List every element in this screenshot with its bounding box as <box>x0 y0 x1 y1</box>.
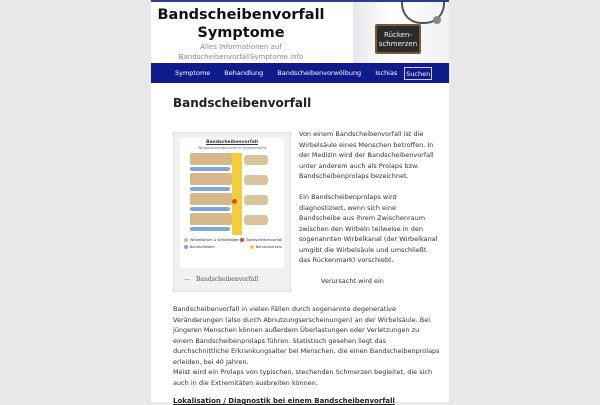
nav-item-bandscheibenvorwoelbung[interactable]: Bandscheibenvorwölbung <box>277 69 362 77</box>
nav-item-ischias[interactable]: Ischias <box>375 69 398 77</box>
spinal-canal <box>232 153 242 235</box>
vertebral-arch <box>244 215 268 225</box>
paragraph-3-start: Verursacht wird ein <box>321 277 384 285</box>
site-tagline: Alles Informationen auf BandscheibenvorfallSymptome.info <box>178 43 304 61</box>
paragraph-3: Bandscheibenvorfall in vielen Fällen durch sogenannte degenerative Veränderungen (also durch Abnutzungserscheinungen) an der Wirbelsäule. Bei jüngeren Menschen können außerdem Überlastungen oder Verletzungen zu einem Bandscheibenprolaps führen. Statistisch gesehen liegt das durchschnittliche Erkrankungsalter bei Menschen, die einen Bandscheibenprolaps erleiden, bei 40 Jahren. <box>173 305 440 366</box>
disc <box>190 227 230 231</box>
spine-drawing <box>186 153 278 235</box>
legend-item: Nervenwurzeln <box>250 245 282 249</box>
vertebra <box>190 193 232 205</box>
paragraph-2: Ein Bandscheibenprolaps wird diagnostiziert, wenn sich eine Bandscheibe aus ihrem Zwischenraum zwischen den Wirbeln teilweise in den sogenannten Wirbelkanal (der Wirbelkanal umgibt die Wirbelsäule und umschließt das Rückenmark) vorschiebt. <box>299 193 438 264</box>
article-title: Bandscheibenvorfall <box>173 96 312 110</box>
article-text-full <box>173 304 441 388</box>
article-figure <box>173 132 291 292</box>
legend-item: Bandscheiben <box>184 245 215 249</box>
vertebral-arch <box>244 155 268 165</box>
illustration-subtitle: Wirbelsäulenabschnitt in Seitenansicht <box>197 146 267 150</box>
site-title[interactable]: Bandscheibenvorfall Symptome <box>157 7 325 41</box>
vertebral-arch <box>244 175 268 185</box>
vertebra <box>190 173 232 185</box>
illustration-legend <box>184 238 282 252</box>
main-nav <box>151 63 449 83</box>
nav-item-symptome[interactable]: Symptome <box>175 69 211 77</box>
vertebral-arch <box>244 195 268 205</box>
vertebra <box>190 213 232 225</box>
page <box>151 0 449 405</box>
disc <box>190 187 230 191</box>
vertebra <box>190 153 232 165</box>
chalkboard-sign: Rücken-schmerzen <box>375 24 421 54</box>
herniation-mark <box>232 199 237 204</box>
paragraph-1: Von einem Bandscheibenvorfall ist die Wirbelsäule eines Menschen betroffen. In der Medizin wird der Bandscheibenvorfall unter anderem auch als Prolaps bzw. Bandscheibenprolaps bezeichnet. <box>299 130 434 180</box>
site-header <box>151 2 449 63</box>
disc <box>190 167 230 171</box>
paragraph-4: Meist wird ein Prolaps von typischen, stechenden Schmerzen begleitet, die sich auch in die Extremitäten ausbreiten können. <box>173 368 433 387</box>
section-heading: Lokalisation / Diagnostik bei einem Bandscheibenvorfall <box>173 397 395 405</box>
figure-caption: — Bandscheibenvorfall <box>184 276 258 283</box>
disc <box>190 207 230 211</box>
spine-illustration[interactable] <box>180 138 284 268</box>
search-button[interactable]: Suchen <box>404 67 432 80</box>
nav-item-behandlung[interactable]: Behandlung <box>224 69 264 77</box>
legend-item: Bandscheibenvorfall <box>240 238 282 242</box>
article-text-wrap <box>299 129 439 287</box>
header-doctor-image <box>353 2 449 63</box>
legend-item: Wirbelkörper & Wirbelbögen <box>184 238 240 242</box>
illustration-title: Bandscheibenvorfall <box>206 140 258 145</box>
stethoscope-end-icon <box>433 16 441 24</box>
